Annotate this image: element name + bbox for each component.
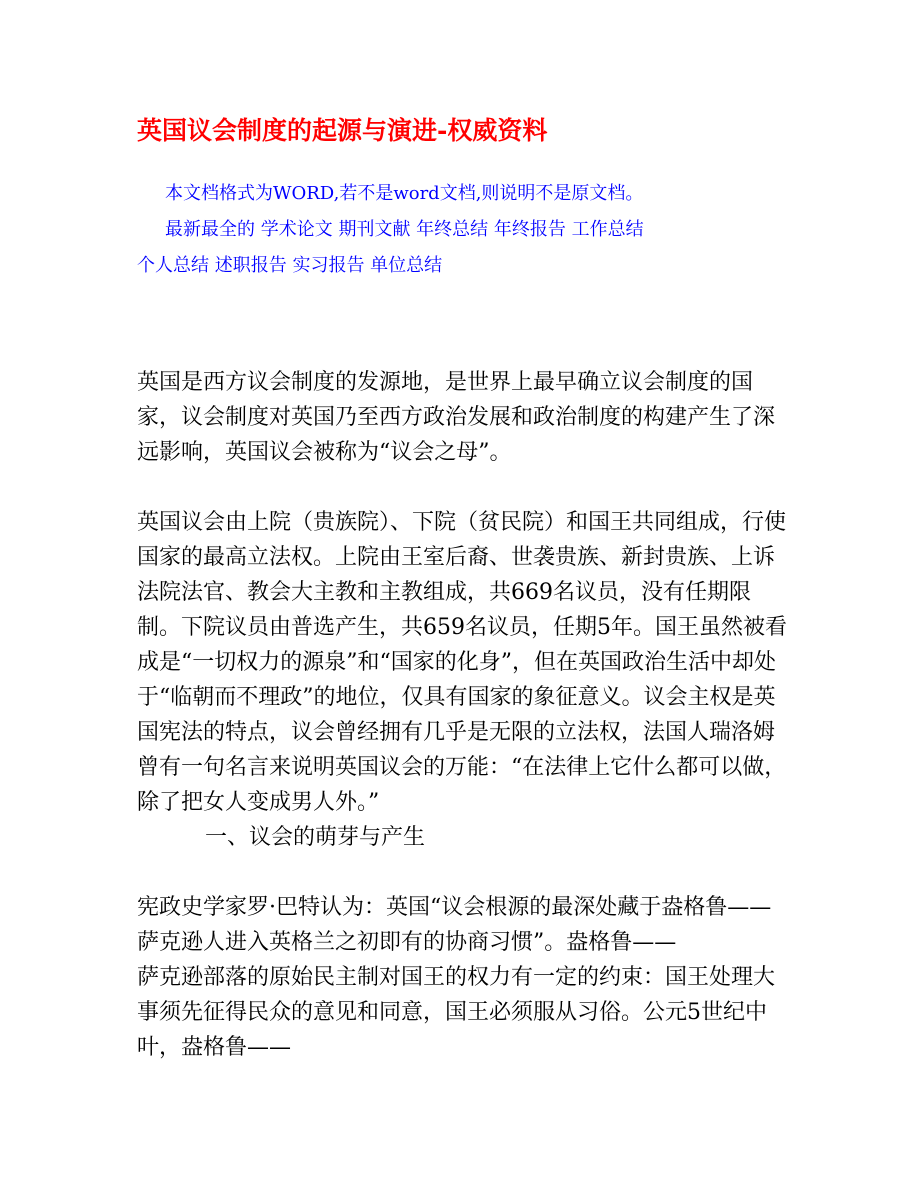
notice-line-format: 本文档格式为WORD,若不是word文档,则说明不是原文档。 [165, 183, 644, 204]
paragraph-origin: 宪政史学家罗·巴特认为：英国“议会根源的最深处藏于盎格鲁——萨克逊人进入英格兰之初即有的协商习惯”。盎格鲁—— [137, 895, 772, 955]
document-body [137, 365, 787, 1065]
paragraph-composition: 英国议会由上院（贵族院）、下院（贫民院）和国王共同组成，行使国家的最高立法权。上院由王室后裔、世袭贵族、新封贵族、上诉法院法官、教会大主教和主教组成，共669名议员，没有任期限制。下院议员由普选产生，共659名议员，任期5年。国王虽然被看成是“一切权力的源泉”和“国家的化身”，但在英国政治生活中却处于“临朝而不理政”的地位，仅具有国家的象征意义。议会主权是英国宪法的特点，议会曾经拥有几乎是无限的立法权，法国人瑞洛姆曾有一句名言来说明英国议会的万能：“在法律上它什么都可以做，除了把女人变成男人外。” [137, 510, 787, 815]
paragraph-intro: 英国是西方议会制度的发源地，是世界上最早确立议会制度的国家，议会制度对英国乃至西方政治发展和政治制度的构建产生了深远影响，英国议会被称为“议会之母”。 [137, 370, 776, 465]
section-heading: 一、议会的萌芽与产生 [205, 825, 426, 850]
notice-line-categories: 最新最全的 学术论文 期刊文献 年终总结 年终报告 工作总结 [165, 219, 644, 240]
notice-line-categories-2: 个人总结 述职报告 实习报告 单位总结 [137, 255, 443, 276]
document-title: 英国议会制度的起源与演进-权威资料 [137, 116, 548, 145]
format-notice [137, 176, 757, 284]
paragraph-saxon: 萨克逊部落的原始民主制对国王的权力有一定的约束：国王处理大事须先征得民众的意见和同意，国王必须服从习俗。公元5世纪中叶，盎格鲁—— [137, 965, 776, 1060]
